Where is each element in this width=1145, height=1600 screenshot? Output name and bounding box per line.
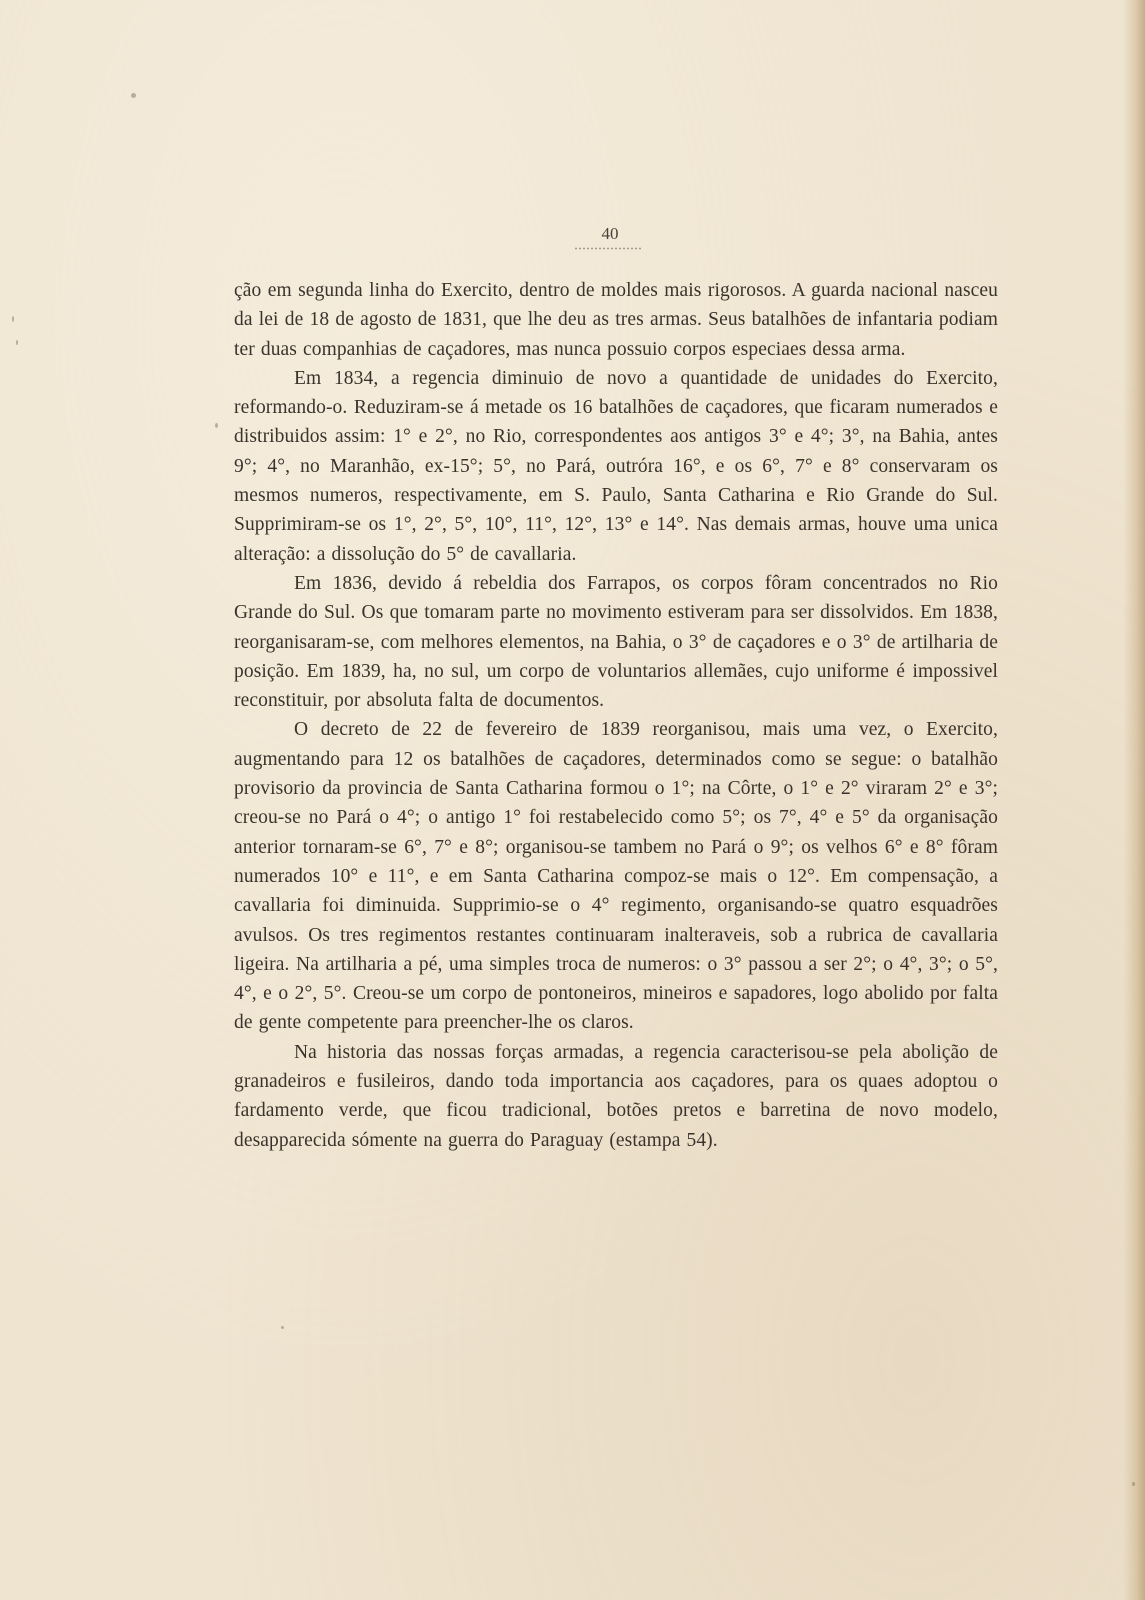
- paper-speck: [16, 340, 18, 345]
- page-number-ornament: [574, 247, 642, 250]
- paragraph: O decreto de 22 de fevereiro de 1839 reorganisou, mais uma vez, o Exercito, augmentando para 12 os batalhões de caçadores, determinados como se segue: o batalhão provisorio da provincia de Santa Catharina formou o 1°; na Côrte, o 1° e 2° viraram 2° e 3°; creou-se no Pará o 4°; o antigo 1° foi restabelecido como 5°; os 7°, 4° e 5° da organisação anterior tornaram-se 6°, 7° e 8°; organisou-se tambem no Pará o 9°; os velhos 6° e 8° fôram numerados 10° e 11°, e em Santa Catharina compoz-se mais o 12°. Em compensação, a cavallaria foi diminuida. Supprimio-se o 4° regimento, organisando-se quatro esquadrões avulsos. Os tres regimentos restantes continuaram inalteraveis, sob a rubrica de cavallaria ligeira. Na artilharia a pé, uma simples troca de numeros: o 3° passou a ser 2°; o 4°, 3°; o 5°, 4°, e o 2°, 5°. Creou-se um corpo de pontoneiros, mineiros e sapadores, logo abolido por falta de gente competente para preencher-lhe os claros.: [234, 719, 998, 1034]
- paper-speck: [12, 316, 14, 322]
- paragraph: Na historia das nossas forças armadas, a regencia caracterisou-se pela abolição de granadeiros e fusileiros, dando toda importancia aos caçadores, para os quaes adoptou o fardamento verde, que ficou tradicional, botões pretos e barretina de novo modelo, desapparecida sómente na guerra do Paraguay (estampa 54).: [234, 1041, 998, 1151]
- body-text: [234, 276, 998, 1155]
- paper-speck: [281, 1326, 284, 1329]
- paper-speck: [1132, 1482, 1135, 1486]
- paragraph: Em 1836, devido á rebeldia dos Farrapos, os corpos fôram concentrados no Rio Grande do Sul. Os que tomaram parte no movimento estiveram para ser dissolvidos. Em 1838, reorganisaram-se, com melhores elementos, na Bahia, o 3° de caçadores e o 3° de artilharia de posição. Em 1839, ha, no sul, um corpo de voluntarios allemães, cujo uniforme é impossivel reconstituir, por absoluta falta de documentos.: [234, 572, 998, 712]
- paragraph: Em 1834, a regencia diminuio de novo a quantidade de unidades do Exercito, reformando-o. Reduziram-se á metade os 16 batalhões de caçadores, que ficaram numerados e distribuidos assim: 1° e 2°, no Rio, correspondentes aos antigos 3° e 4°; 3°, na Bahia, antes 9°; 4°, no Maranhão, ex-15°; 5°, no Pará, outróra 16°, e os 6°, 7° e 8° conservaram os mesmos numeros, respectivamente, em S. Paulo, Santa Catharina e Rio Grande do Sul. Supprimiram-se os 1°, 2°, 5°, 10°, 11°, 12°, 13° e 14°. Nas demais armas, houve uma unica alteração: a dissolução do 5° de cavallaria.: [234, 367, 998, 565]
- paragraph: ção em segunda linha do Exercito, dentro de moldes mais rigorosos. A guarda nacional nasceu da lei de 18 de agosto de 1831, que lhe deu as tres armas. Seus batalhões de infantaria podiam ter duas companhias de caçadores, mas nunca possuio corpos especiaes dessa arma.: [234, 280, 998, 360]
- page-number: 40: [601, 224, 619, 243]
- paper-speck: [131, 93, 136, 98]
- paper-speck: [215, 423, 218, 428]
